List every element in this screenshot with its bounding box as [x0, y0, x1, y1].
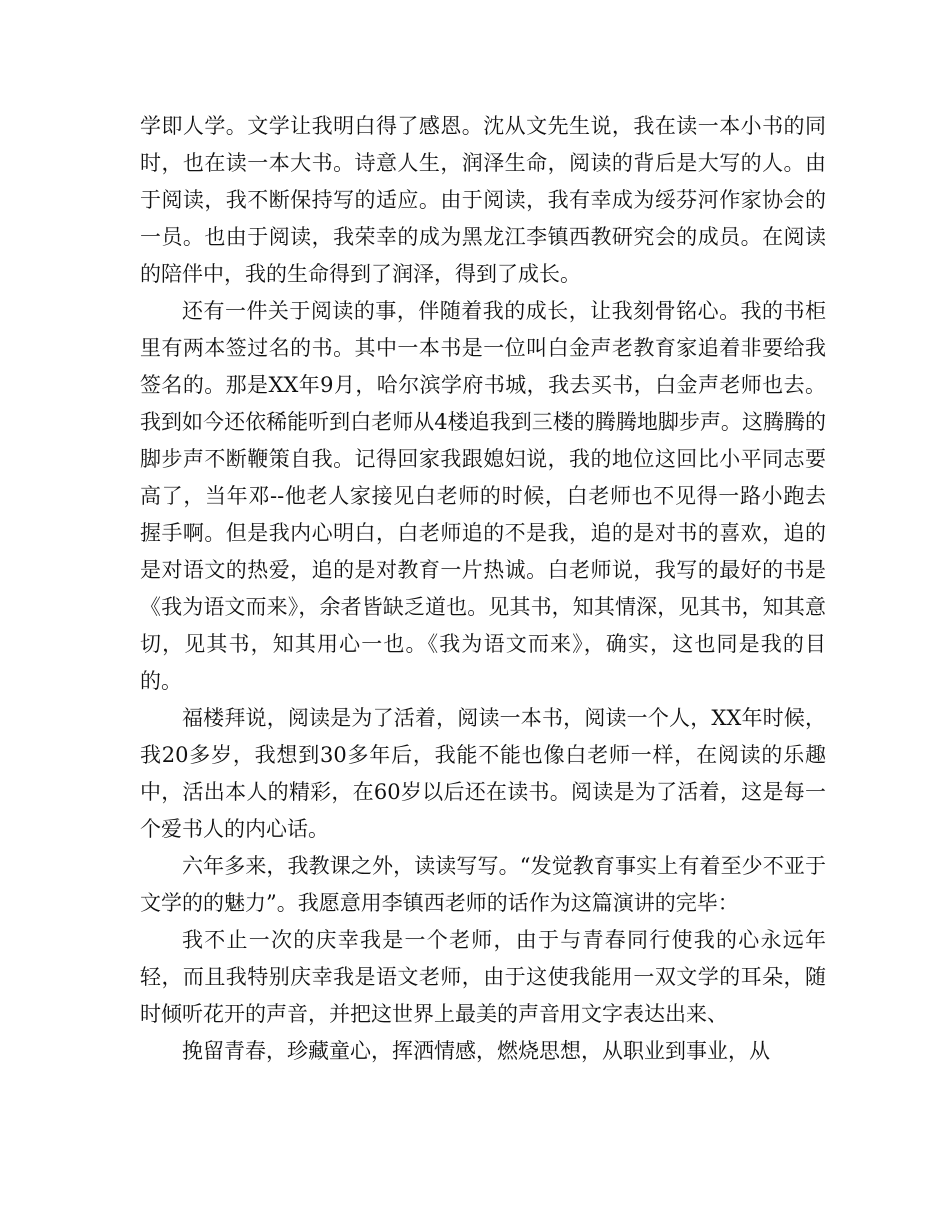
paragraph-2: 还有一件关于阅读的事，伴随着我的成长，让我刻骨铭心。我的书柜里有两本签过名的书。其中一本书是一位叫白金声老教育家追着非要给我签名的。那是XX年9月，哈尔滨学府书城，我去买书，白金声老师也去。我到如今还依稀能听到白老师从4楼追我到三楼的腾腾地脚步声。这腾腾的脚步声不断鞭策自我。记得回家我跟媳妇说，我的地位这回比小平同志要高了，当年邓--他老人家接见白老师的时候，白老师也不见得一路小跑去握手啊。但是我内心明白，白老师追的不是我，追的是对书的喜欢，追的是对语文的热爱，追的是对教育一片热诚。白老师说，我写的最好的书是《我为语文而来》，余者皆缺乏道也。见其书，知其情深，见其书，知其意切，见其书，知其用心一也。《我为语文而来》，确实，这也同是我的目的。	[140, 299, 826, 693]
paragraph-5: 我不止一次的庆幸我是一个老师，由于与青春同行使我的心永远年轻，而且我特别庆幸我是语文老师，由于这使我能用一双文学的耳朵，随时倾听花开的声音，并把这世界上最美的声音用文字表达出来、	[140, 928, 826, 1026]
paragraph-3: 福楼拜说，阅读是为了活着，阅读一本书，阅读一个人，XX年时候，我20多岁，我想到30多年后，我能不能也像白老师一样，在阅读的乐趣中，活出本人的精彩，在60岁以后还在读书。阅读是为了活着，这是每一个爱书人的内心话。	[140, 706, 826, 841]
paragraph-1: 学即人学。文学让我明白得了感恩。沈从文先生说，我在读一本小书的同时，也在读一本大书。诗意人生，润泽生命，阅读的背后是大写的人。由于阅读，我不断保持写的适应。由于阅读，我有幸成为绥芬河作家协会的一员。也由于阅读，我荣幸的成为黑龙江李镇西教研究会的成员。在阅读的陪伴中，我的生命得到了润泽，得到了成长。	[140, 114, 826, 286]
document-body	[140, 108, 826, 1070]
paragraph-4: 六年多来，我教课之外，读读写写。“发觉教育事实上有着至少不亚于文学的的魅力”。我愿意用李镇西老师的话作为这篇演讲的完毕：	[140, 854, 826, 915]
paragraph-6: 挽留青春，珍藏童心，挥洒情感，燃烧思想，从职业到事业，从	[182, 1039, 770, 1063]
